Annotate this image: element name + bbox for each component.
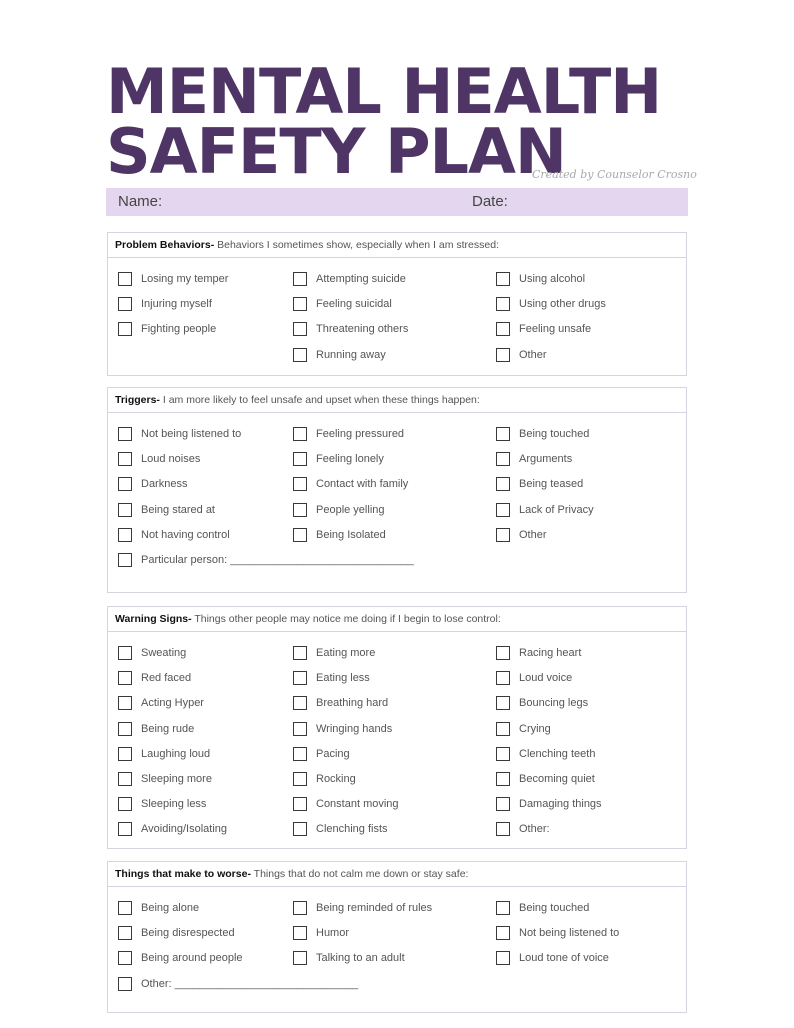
checkbox[interactable] (118, 696, 132, 710)
checklist-item-label: Acting Hyper (141, 697, 204, 710)
checkbox[interactable] (118, 772, 132, 786)
checkbox[interactable] (293, 797, 307, 811)
checklist-item-label: Feeling suicidal (316, 298, 392, 311)
checklist-item[interactable] (118, 426, 241, 442)
checklist-item-label: Becoming quiet (519, 773, 595, 785)
section-header: Things that make to worse- Things that do not calm me down or stay safe: (108, 862, 686, 887)
checklist-item[interactable] (293, 321, 408, 337)
checklist-item-label: Being disrespected (141, 927, 235, 940)
checkbox[interactable] (118, 452, 132, 466)
checklist-item[interactable] (293, 796, 399, 812)
checklist-item-label: Being around people (141, 952, 243, 965)
page-title (106, 55, 662, 188)
checklist-item[interactable] (293, 925, 349, 941)
checkbox[interactable] (293, 452, 307, 466)
checkbox[interactable] (118, 671, 132, 685)
checklist-item-label: Other (519, 348, 547, 361)
checklist-item-label: Sleeping less (141, 798, 207, 811)
checkbox[interactable] (496, 322, 510, 336)
checklist-item[interactable] (118, 721, 194, 737)
checklist-item[interactable] (496, 271, 585, 287)
checklist-item-label: Injuring myself (141, 298, 212, 311)
checklist-item[interactable] (118, 771, 212, 787)
checkbox[interactable] (496, 772, 510, 786)
checklist-item[interactable] (496, 721, 551, 737)
checkbox[interactable] (118, 951, 132, 965)
section-things-that-make-worse (107, 861, 687, 1013)
checklist-item[interactable] (118, 950, 243, 966)
checklist-item-label: Not having control (141, 528, 230, 541)
checkbox[interactable] (293, 671, 307, 685)
checkbox[interactable] (496, 452, 510, 466)
checkbox[interactable] (293, 322, 307, 336)
checklist-item[interactable] (118, 900, 199, 916)
section-warning-signs (107, 606, 687, 849)
checklist-item[interactable] (293, 296, 392, 312)
checklist-item[interactable] (293, 502, 385, 518)
checklist-item[interactable] (118, 796, 206, 812)
checkbox[interactable] (293, 951, 307, 965)
checkbox[interactable] (293, 477, 307, 491)
checklist-item[interactable] (293, 670, 370, 686)
checklist-item-label: Humor (316, 927, 350, 940)
checklist-item-label: Loud voice (519, 672, 573, 685)
checkbox[interactable] (496, 822, 510, 836)
checkbox[interactable] (496, 272, 510, 286)
checklist-item-label: Feeling unsafe (519, 323, 592, 336)
checklist-item[interactable] (496, 296, 606, 312)
name-field[interactable]: Name: (118, 193, 163, 210)
checklist-item[interactable] (496, 950, 609, 966)
checklist-item-label: Being alone (141, 902, 200, 914)
checklist-item-label: Threatening others (316, 323, 409, 336)
checkbox[interactable] (496, 671, 510, 685)
checklist-item-label: Eating more (316, 647, 376, 659)
checkbox[interactable] (118, 822, 132, 836)
checkbox[interactable] (293, 646, 307, 660)
date-field[interactable]: Date: (472, 193, 508, 210)
checklist-item-label: Crying (519, 722, 551, 735)
checkbox[interactable] (118, 926, 132, 940)
checklist-item-label: Running away (316, 348, 386, 361)
checkbox[interactable] (118, 297, 132, 311)
checklist-item-label: Not being listened to (519, 927, 620, 940)
checklist-item-label: Racing heart (519, 647, 582, 659)
checklist-item[interactable] (118, 645, 186, 661)
checklist-item-label: Arguments (519, 453, 573, 466)
checklist-item-label: Lack of Privacy (519, 503, 594, 516)
checklist-item-label: Particular person: ______________________________ (141, 554, 414, 566)
checklist-item[interactable] (496, 426, 589, 442)
checklist-item[interactable] (293, 527, 386, 543)
checklist-item-label: Loud noises (141, 453, 201, 466)
checkbox[interactable] (293, 822, 307, 836)
section-header: Warning Signs- Things other people may notice me doing if I begin to lose control: (108, 607, 686, 632)
checklist-item[interactable] (293, 721, 392, 737)
checklist-item-label: People yelling (316, 503, 385, 516)
checklist-item[interactable] (293, 476, 408, 492)
checklist-item-label: Being touched (519, 428, 590, 440)
checklist-item-label: Breathing hard (316, 697, 389, 710)
checkbox[interactable] (293, 926, 307, 940)
checklist-item[interactable] (293, 950, 405, 966)
checklist-item-label: Being stared at (141, 503, 215, 516)
checklist-item-label: Using other drugs (519, 298, 606, 311)
checkbox[interactable] (118, 427, 132, 441)
checkbox[interactable] (118, 722, 132, 736)
checkbox[interactable] (118, 977, 132, 991)
checkbox[interactable] (496, 926, 510, 940)
checklist-item[interactable] (118, 746, 210, 762)
checkbox[interactable] (293, 528, 307, 542)
checkbox[interactable] (118, 553, 132, 567)
checkbox[interactable] (118, 322, 132, 336)
checkbox[interactable] (118, 747, 132, 761)
checkbox[interactable] (496, 722, 510, 736)
checklist-item-label: Wringing hands (316, 722, 393, 735)
checklist-item[interactable] (496, 502, 594, 518)
checkbox[interactable] (496, 797, 510, 811)
checklist-item[interactable] (496, 796, 602, 812)
checkbox[interactable] (293, 348, 307, 362)
checklist-item-label: Avoiding/Isolating (141, 823, 228, 836)
checklist-item[interactable] (293, 451, 384, 467)
title-line-1: MENTAL HEALTH (106, 55, 662, 128)
checkbox[interactable] (496, 348, 510, 362)
checkbox[interactable] (496, 646, 510, 660)
checklist-item[interactable] (293, 900, 432, 916)
checkbox[interactable] (496, 427, 510, 441)
checklist-item[interactable] (118, 296, 212, 312)
checklist-item-label: Using alcohol (519, 273, 586, 285)
checkbox[interactable] (293, 696, 307, 710)
checklist-item[interactable] (118, 527, 230, 543)
checkbox[interactable] (496, 901, 510, 915)
checklist-item[interactable] (118, 925, 235, 941)
section-problem-behaviors (107, 232, 687, 376)
checkbox[interactable] (118, 901, 132, 915)
checklist-item[interactable] (496, 695, 588, 711)
checklist-item[interactable] (118, 321, 216, 337)
checklist-item-label: Sleeping more (141, 773, 212, 785)
checklist-item-label: Losing my temper (141, 273, 229, 285)
checklist-item-label: Laughing loud (141, 747, 211, 760)
checkbox[interactable] (118, 797, 132, 811)
checkbox[interactable] (293, 772, 307, 786)
checkbox[interactable] (496, 528, 510, 542)
checklist-item-label: Being touched (519, 902, 590, 914)
checkbox[interactable] (293, 747, 307, 761)
checklist-item[interactable] (496, 321, 591, 337)
checklist-item-label: Other (519, 528, 547, 541)
checkbox[interactable] (496, 477, 510, 491)
checklist-item[interactable] (293, 771, 356, 787)
checkbox[interactable] (293, 297, 307, 311)
checklist-item[interactable] (118, 476, 187, 492)
checklist-item[interactable] (496, 771, 595, 787)
checklist-item[interactable] (293, 426, 404, 442)
checklist-item-label: Feeling pressured (316, 428, 405, 440)
checklist-item[interactable] (293, 746, 350, 762)
checklist-item[interactable] (496, 645, 581, 661)
checklist-item[interactable] (293, 645, 375, 661)
checkbox[interactable] (118, 646, 132, 660)
checklist-item-label: Sweating (141, 647, 187, 659)
checklist-item[interactable] (118, 976, 358, 992)
checklist-item[interactable] (293, 271, 406, 287)
checklist-item[interactable] (118, 451, 200, 467)
checklist-item-label: Damaging things (519, 798, 602, 811)
checkbox[interactable] (118, 528, 132, 542)
checklist-item[interactable] (293, 821, 388, 837)
checklist-item[interactable] (293, 695, 388, 711)
checkbox[interactable] (293, 503, 307, 517)
checkbox[interactable] (293, 427, 307, 441)
checklist-item[interactable] (496, 925, 619, 941)
checklist-item[interactable] (118, 271, 228, 287)
checklist-item-label: Red faced (141, 672, 192, 685)
checklist-item-label: Being teased (519, 478, 584, 491)
section-triggers (107, 387, 687, 593)
checkbox[interactable] (118, 477, 132, 491)
title-line-2: SAFETY PLAN (106, 115, 566, 188)
checklist-item-label: Constant moving (316, 798, 399, 811)
checkbox[interactable] (496, 696, 510, 710)
checklist-item[interactable] (496, 527, 547, 543)
section-header: Triggers- I am more likely to feel unsafe and upset when these things happen: (108, 388, 686, 413)
checklist-item-label: Clenching teeth (519, 747, 596, 760)
checklist-item[interactable] (496, 451, 572, 467)
checklist-item-label: Attempting suicide (316, 273, 406, 285)
checkbox[interactable] (496, 503, 510, 517)
checkbox[interactable] (118, 272, 132, 286)
checklist-item[interactable] (118, 695, 204, 711)
section-header: Problem Behaviors- Behaviors I sometimes show, especially when I am stressed: (108, 233, 686, 258)
checklist-item[interactable] (496, 347, 547, 363)
checkbox[interactable] (293, 722, 307, 736)
creator-credit: Created by Counselor Crosno (532, 168, 697, 181)
checklist-item-label: Feeling lonely (316, 453, 384, 466)
checklist-item-label: Other: ______________________________ (141, 977, 359, 990)
checklist-item-label: Being reminded of rules (316, 902, 433, 914)
checklist-item-label: Bouncing legs (519, 697, 589, 710)
checkbox[interactable] (293, 272, 307, 286)
checklist-item[interactable] (496, 476, 583, 492)
checkbox[interactable] (118, 503, 132, 517)
checklist-item-label: Eating less (316, 672, 370, 685)
checklist-item-label: Rocking (316, 773, 356, 785)
checklist-item[interactable] (293, 347, 386, 363)
checklist-item[interactable] (496, 746, 595, 762)
checklist-item-label: Pacing (316, 747, 350, 760)
checklist-item[interactable] (118, 821, 227, 837)
checklist-item[interactable] (496, 670, 572, 686)
checklist-item[interactable] (118, 670, 191, 686)
checklist-item[interactable] (496, 821, 550, 837)
checklist-item-label: Being Isolated (316, 528, 386, 541)
checklist-item-label: Clenching fists (316, 823, 388, 836)
name-date-bar (106, 188, 688, 216)
checklist-item[interactable] (118, 552, 414, 568)
checklist-item[interactable] (496, 900, 589, 916)
checklist-item-label: Fighting people (141, 323, 217, 336)
checklist-item-label: Loud tone of voice (519, 952, 609, 965)
checklist-item-label: Talking to an adult (316, 952, 405, 965)
checkbox[interactable] (496, 297, 510, 311)
checklist-item-label: Other: (519, 823, 550, 836)
checklist-item-label: Not being listened to (141, 428, 242, 440)
checklist-item-label: Being rude (141, 722, 195, 735)
checkbox[interactable] (293, 901, 307, 915)
checklist-item[interactable] (118, 502, 215, 518)
checkbox[interactable] (496, 747, 510, 761)
checklist-item-label: Darkness (141, 478, 188, 491)
checkbox[interactable] (496, 951, 510, 965)
checklist-item-label: Contact with family (316, 478, 409, 491)
